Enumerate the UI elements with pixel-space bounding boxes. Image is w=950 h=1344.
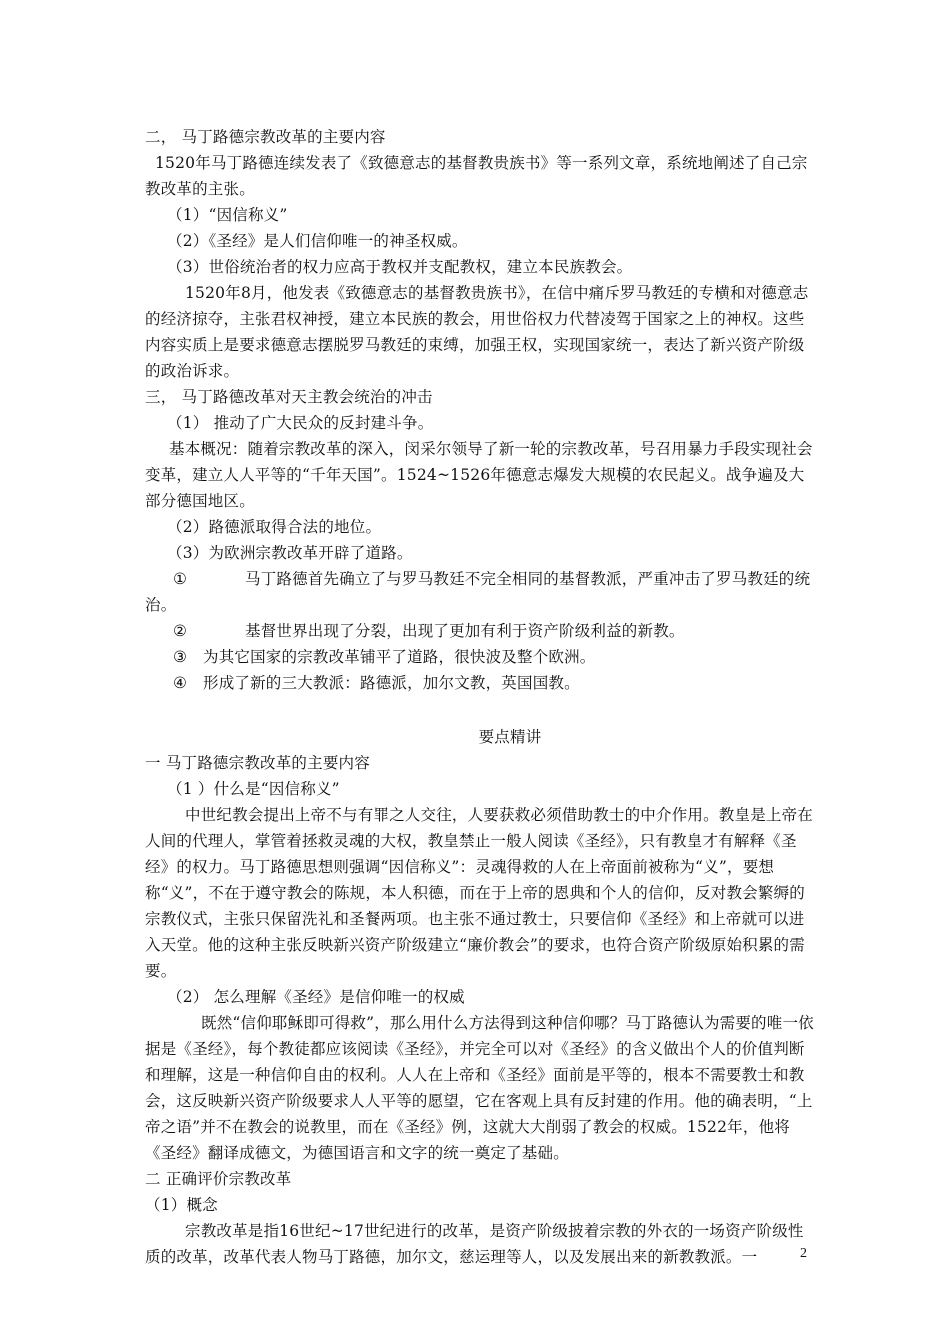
section-heading: 二， 马丁路德宗教改革的主要内容	[145, 128, 386, 146]
section-heading: 三， 马丁路德改革对天主教会统治的冲击	[145, 388, 433, 406]
document-body	[145, 124, 815, 1270]
section-heading: 一 马丁路德宗教改革的主要内容	[145, 754, 370, 772]
list-item	[145, 644, 815, 670]
list-marker: ②	[173, 622, 188, 640]
list-text: 马丁路德首先确立了与罗马教廷不完全相同的基督教派，严重冲击了罗马教廷的统治。	[145, 570, 811, 614]
subheading: （2） 怎么理解《圣经》是信仰唯一的权威	[167, 988, 465, 1006]
list-item: （1） 推动了广大民众的反封建斗争。	[167, 414, 434, 432]
page-number: 2	[800, 1246, 807, 1261]
paragraph: 1520年马丁路德连续发表了《致德意志的基督教贵族书》等一系列文章，系统地阐述了自己宗教改革的主张。	[145, 154, 808, 198]
list-item: （3）世俗统治者的权力应高于教权并支配教权，建立本民族教会。	[167, 258, 633, 276]
list-text: 形成了新的三大教派：路德派，加尔文教，英国国教。	[203, 674, 580, 692]
subheading: （1）概念	[145, 1196, 218, 1214]
list-item: （2）《圣经》是人们信仰唯一的神圣权威。	[167, 232, 468, 250]
subheading: （1 ）什么是“因信称义”	[167, 780, 340, 798]
list-item	[145, 618, 815, 644]
spacer	[145, 696, 815, 724]
list-item	[145, 670, 815, 696]
paragraph: 既然“信仰耶稣即可得救”，那么用什么方法得到这种信仰哪？马丁路德认为需要的唯一依据是《圣经》，每个教徒都应该阅读《圣经》，并完全可以对《圣经》的含义做出个人的价值判断和理解，这是一种信仰自由的权利。人人在上帝和《圣经》面前是平等的，根本不需要教士和教会，这反映新兴资产阶级要求人人平等的愿望，它在客观上具有反封建的作用。他的确表明，“上帝之语”并不在教会的说教里，而在《圣经》例，这就大大削弱了教会的权威。1522年，他将《圣经》翻译成德文，为德国语言和文字的统一奠定了基础。	[145, 1014, 814, 1162]
list-marker: ③	[173, 648, 188, 666]
list-text: 基督世界出现了分裂，出现了更加有利于资产阶级利益的新教。	[245, 622, 685, 640]
paragraph: 中世纪教会提出上帝不与有罪之人交往，人要获救必须借助教士的中介作用。教皇是上帝在人间的代理人，掌管着拯救灵魂的大权，教皇禁止一般人阅读《圣经》，只有教皇才有解释《圣经》的权力。马丁路德思想则强调“因信称义”：灵魂得救的人在上帝面前被称为“义”，要想称“义”，不在于遵守教会的陈规，本人积德，而在于上帝的恩典和个人的信仰，反对教会繁缛的宗教仪式，主张只保留洗礼和圣餐两项。也主张不通过教士，只要信仰《圣经》和上帝就可以进入天堂。他的这种主张反映新兴资产阶级建立“廉价教会”的要求，也符合资产阶级原始积累的需要。	[145, 806, 814, 980]
list-text: 为其它国家的宗教改革铺平了道路，很快波及整个欧洲。	[203, 648, 596, 666]
section-heading: 二 正确评价宗教改革	[145, 1170, 292, 1188]
list-marker: ①	[173, 570, 188, 588]
list-marker: ④	[173, 674, 188, 692]
paragraph: 基本概况：随着宗教改革的深入，闵采尔领导了新一轮的宗教改革，号召用暴力手段实现社会变革，建立人人平等的“千年天国”。1524~1526年德意志爆发大规模的农民起义。战争遍及大部分德国地区。	[145, 440, 813, 510]
list-item: （1）“因信称义”	[167, 206, 288, 224]
paragraph: 宗教改革是指16世纪~17世纪进行的改革，是资产阶级披着宗教的外衣的一场资产阶级性质的改革，改革代表人物马丁路德，加尔文，慈运理等人，以及发展出来的新教教派。一	[145, 1222, 804, 1266]
paragraph: 1520年8月，他发表《致德意志的基督教贵族书》，在信中痛斥罗马教廷的专横和对德意志的经济掠夺，主张君权神授，建立本民族的教会，用世俗权力代替凌驾于国家之上的神权。这些内容实质上是要求德意志摆脱罗马教廷的束缚，加强王权，实现国家统一，表达了新兴资产阶级的政治诉求。	[145, 284, 809, 380]
list-item: （3）为欧洲宗教改革开辟了道路。	[167, 544, 413, 562]
list-item: （2）路德派取得合法的地位。	[167, 518, 382, 536]
list-item	[145, 566, 815, 618]
page-title: 要点精讲	[478, 728, 542, 746]
